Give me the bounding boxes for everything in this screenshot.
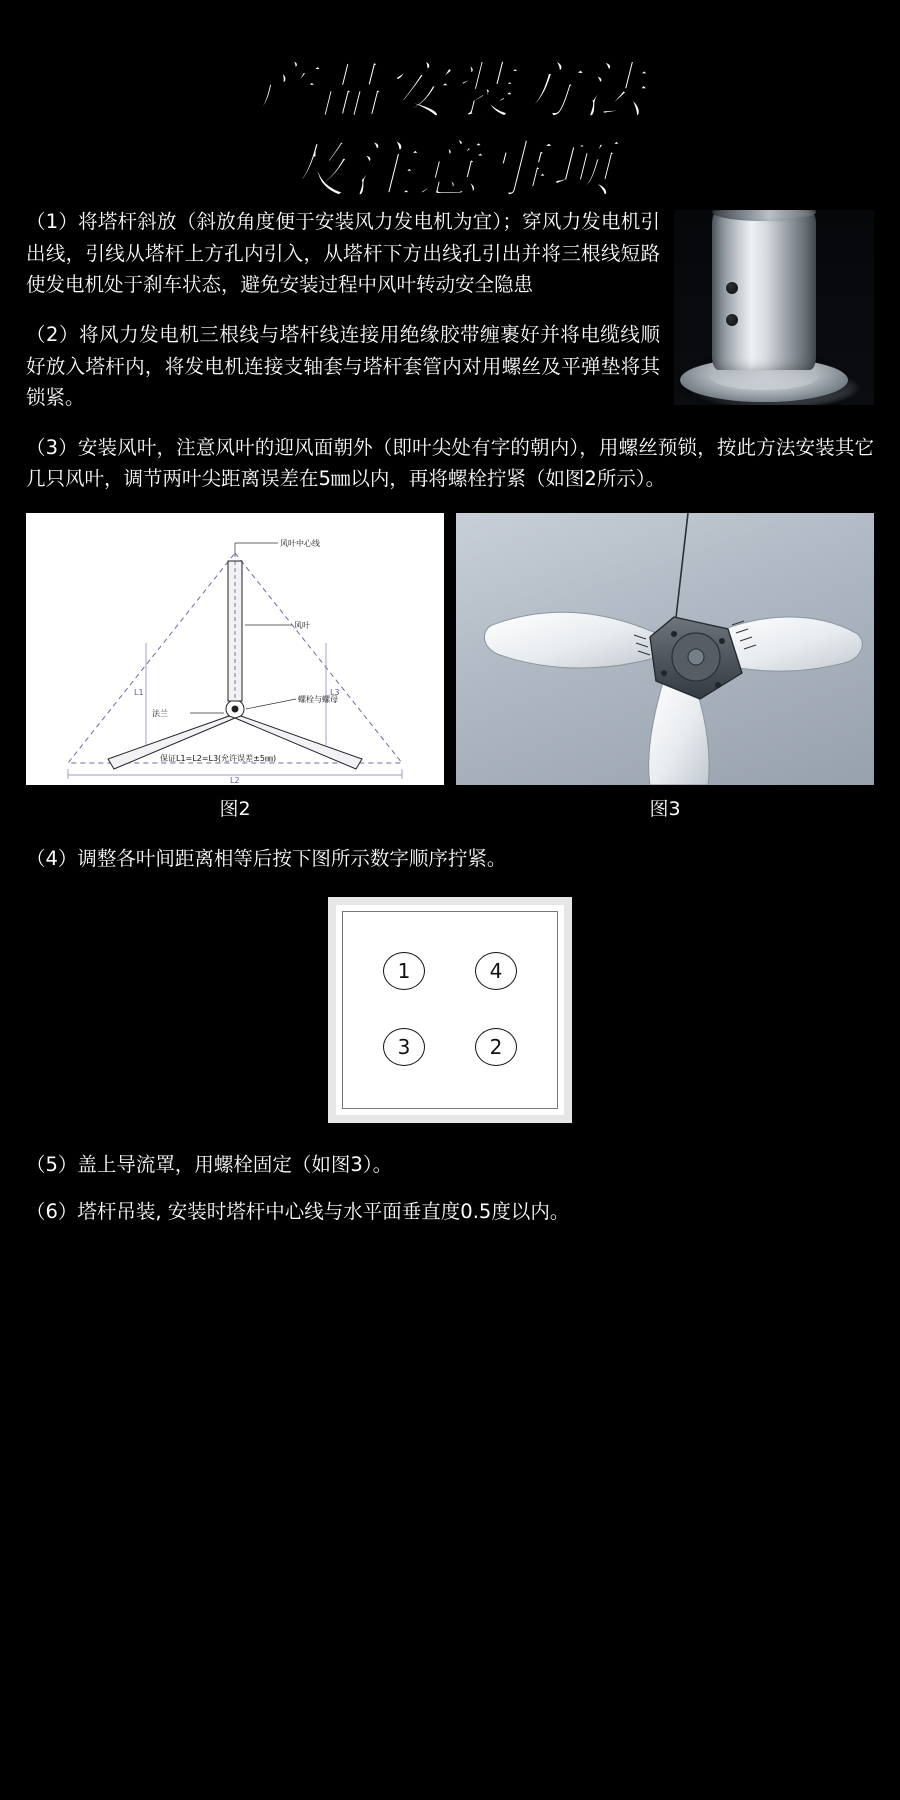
- bolt-order-box: [328, 897, 572, 1123]
- instructions-top: [0, 206, 900, 495]
- figure-row: [0, 513, 900, 821]
- bolt-hole-icon: [726, 314, 738, 326]
- step-5-text: （5）盖上导流罩，用螺栓固定（如图3）。: [26, 1152, 393, 1176]
- figure-2-caption: 图2: [219, 797, 251, 820]
- bolt-order-inner-frame: [342, 911, 558, 1109]
- svg-text:L1: L1: [134, 687, 144, 697]
- figure-3: [456, 513, 874, 821]
- figure-2-image: [26, 513, 444, 785]
- svg-text:螺栓与螺母: 螺栓与螺母: [298, 694, 338, 704]
- bolt-order-4: 4: [475, 952, 517, 990]
- step-4-text: （4）调整各叶间距离相等后按下图所示数字顺序拧紧。: [26, 846, 507, 870]
- svg-text:法兰: 法兰: [152, 708, 168, 718]
- step-1-text: （1）将塔杆斜放（斜放角度便于安装风力发电机为宜）；穿风力发电机引出线，引线从塔杆上方孔内引入，从塔杆下方出线孔引出并将三根线短路使发电机处于刹车状态，避免安装过程中风叶转动安全隐患: [26, 210, 660, 297]
- tower-tube-image: [712, 210, 816, 370]
- bolt-hole-icon: [726, 282, 738, 294]
- title-line-1: 产品安装方法: [251, 54, 648, 127]
- svg-text:风叶: 风叶: [294, 620, 310, 630]
- page-title: [0, 0, 900, 206]
- tower-stub-photo: [674, 210, 874, 405]
- hub-assembly-render: [456, 513, 874, 785]
- svg-text:保证L1=L2=L3(允许误差±5㎜): 保证L1=L2=L3(允许误差±5㎜): [160, 753, 277, 763]
- figure-3-caption: 图3: [649, 797, 681, 820]
- svg-text:风叶中心线: 风叶中心线: [280, 538, 320, 548]
- blade-spacing-diagram: [26, 513, 444, 785]
- instructions-bottom: [0, 1149, 900, 1228]
- instructions-step4: [0, 843, 900, 875]
- bolt-order-3: 3: [383, 1028, 425, 1066]
- step-2-text: （2）将风力发电机三根线与塔杆线连接用绝缘胶带缠裹好并将电缆线顺好放入塔杆内，将发电机连接支轴套与塔杆套管内对用螺丝及平弹垫将其锁紧。: [26, 323, 660, 410]
- title-line-2: 及注意事项: [284, 133, 615, 207]
- photo-background: [674, 210, 874, 405]
- svg-text:L3: L3: [330, 687, 340, 697]
- figure-3-image: [456, 513, 874, 785]
- step-6-text: （6）塔杆吊装, 安装时塔杆中心线与水平面垂直度0.5度以内。: [26, 1200, 570, 1224]
- svg-text:L2: L2: [230, 775, 240, 785]
- step-3-text: （3）安装风叶，注意风叶的迎风面朝外（即叶尖处有字的朝内），用螺丝预锁，按此方法安装其它几只风叶，调节两叶尖距离误差在5㎜以内，再将螺栓拧紧（如图2所示）。: [26, 435, 874, 491]
- figure-2: [26, 513, 444, 821]
- bolt-order-2: 2: [475, 1028, 517, 1066]
- bolt-order-1: 1: [383, 952, 425, 990]
- bolt-order-figure: [0, 897, 900, 1123]
